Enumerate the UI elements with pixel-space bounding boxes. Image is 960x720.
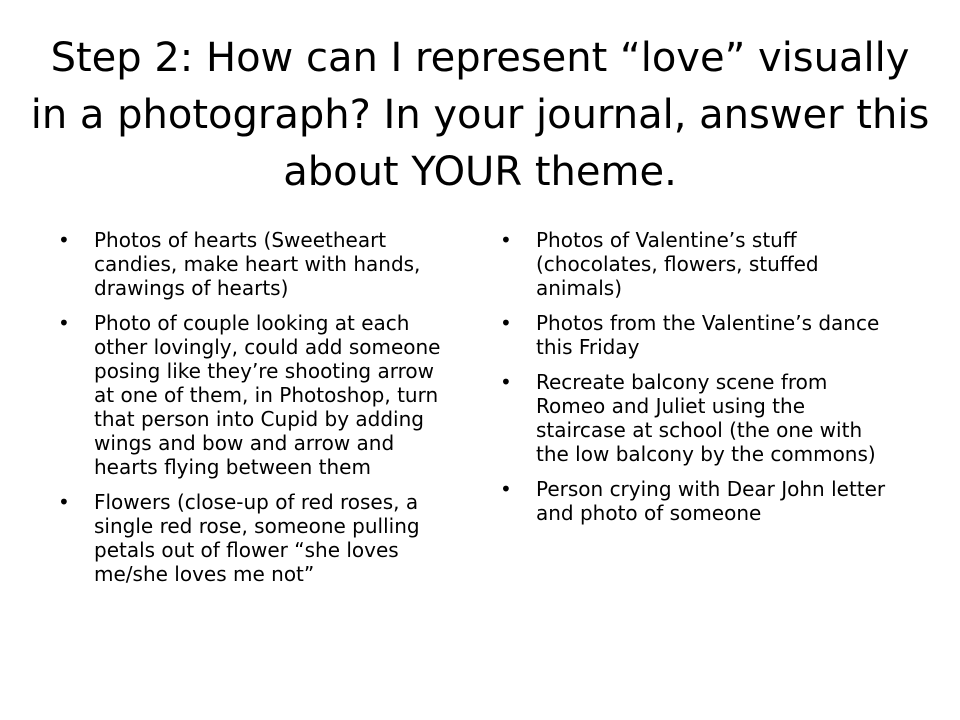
bullet-icon: • [500,311,512,335]
bullet-icon: • [500,370,512,394]
list-item-text: Person crying with Dear John letter and photo of someone [536,477,886,525]
list-item [500,477,900,525]
left-bullet-list [58,228,458,586]
bullet-icon: • [500,228,512,252]
right-column [500,228,900,536]
list-item [500,228,900,300]
bullet-icon: • [58,311,70,335]
list-item [58,311,458,479]
list-item-text: Photos from the Valentine’s dance this Friday [536,311,880,359]
list-item [500,311,900,359]
left-column [58,228,458,597]
list-item-text: Recreate balcony scene from Romeo and Juliet using the staircase at school (the one with the low balcony by the commons) [536,370,876,466]
list-item-text: Flowers (close-up of red roses, a single red rose, someone pulling petals out of flower “she loves me/she loves me not” [94,490,420,586]
slide-title: Step 2: How can I represent “love” visually in a photograph? In your journal, answer this about YOUR theme. [30,35,930,195]
bullet-icon: • [500,477,512,501]
list-item-text: Photos of Valentine’s stuff (chocolates, flowers, stuffed animals) [536,228,819,300]
right-bullet-list [500,228,900,525]
list-item [58,490,458,586]
list-item [500,370,900,466]
list-item [58,228,458,300]
list-item-text: Photos of hearts (Sweetheart candies, make heart with hands, drawings of hearts) [94,228,421,300]
list-item-text: Photo of couple looking at each other lovingly, could add someone posing like they’re shooting arrow at one of them, in Photoshop, turn that person into Cupid by adding wings and bow and arrow and hearts flying between them [94,311,441,479]
bullet-icon: • [58,228,70,252]
bullet-icon: • [58,490,70,514]
